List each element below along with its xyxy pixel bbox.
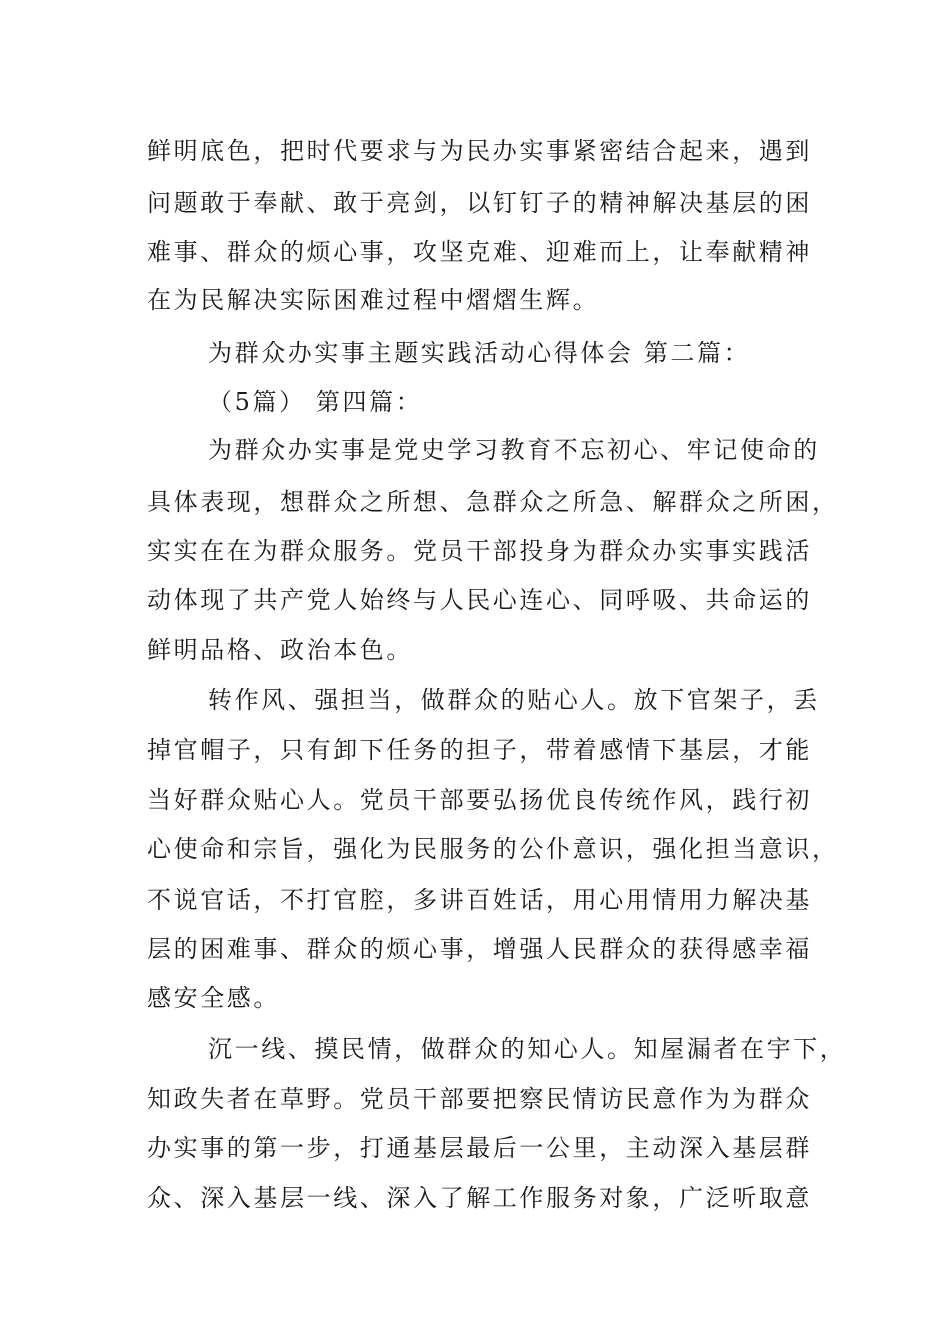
text-line: 为群众办实事是党史学习教育不忘初心、牢记使命的 xyxy=(208,436,820,464)
text-line: 在为民解决实际困难过程中熠熠生辉。 xyxy=(147,286,600,314)
text-line: 为群众办实事主题实践活动心得体会 第二篇： xyxy=(208,339,751,367)
text-line: 层的困难事、群众的烦心事，增强人民群众的获得感幸福 xyxy=(147,935,812,963)
text-line: 不说官话，不打官腔，多讲百姓话，用心用情用力解决基 xyxy=(147,886,812,914)
text-line: 众、深入基层一线、深入了解工作服务对象，广泛听取意 xyxy=(147,1184,812,1212)
text-line: 当好群众贴心人。党员干部要弘扬优良传统作风，践行初 xyxy=(147,786,812,814)
text-line: 转作风、强担当，做群众的贴心人。放下官架子，丢 xyxy=(208,686,820,714)
text-line: （5篇） 第四篇： xyxy=(208,388,423,416)
text-line: 知政失者在草野。党员干部要把察民情访民意作为为群众 xyxy=(147,1085,812,1113)
text-line: 沉一线、摸民情，做群众的知心人。知屋漏者在宇下， xyxy=(208,1035,847,1063)
text-line: 掉官帽子，只有卸下任务的担子，带着感情下基层，才能 xyxy=(147,736,812,764)
text-line: 问题敢于奉献、敢于亮剑，以钉钉子的精神解决基层的困 xyxy=(147,189,812,217)
text-line: 鲜明底色，把时代要求与为民办实事紧密结合起来，遇到 xyxy=(147,137,812,165)
text-line: 具体表现，想群众之所想、急群众之所急、解群众之所困， xyxy=(147,488,839,516)
text-line: 办实事的第一步，打通基层最后一公里，主动深入基层群 xyxy=(147,1134,812,1162)
text-line: 动体现了共产党人始终与人民心连心、同呼吸、共命运的 xyxy=(147,586,812,614)
text-line: 实实在在为群众服务。党员干部投身为群众办实事实践活 xyxy=(147,537,812,565)
text-line: 鲜明品格、政治本色。 xyxy=(147,636,413,664)
text-line: 感安全感。 xyxy=(147,984,280,1012)
text-line: 难事、群众的烦心事，攻坚克难、迎难而上，让奉献精神 xyxy=(147,238,812,266)
text-line: 心使命和宗旨，强化为民服务的公仆意识，强化担当意识， xyxy=(147,835,839,863)
